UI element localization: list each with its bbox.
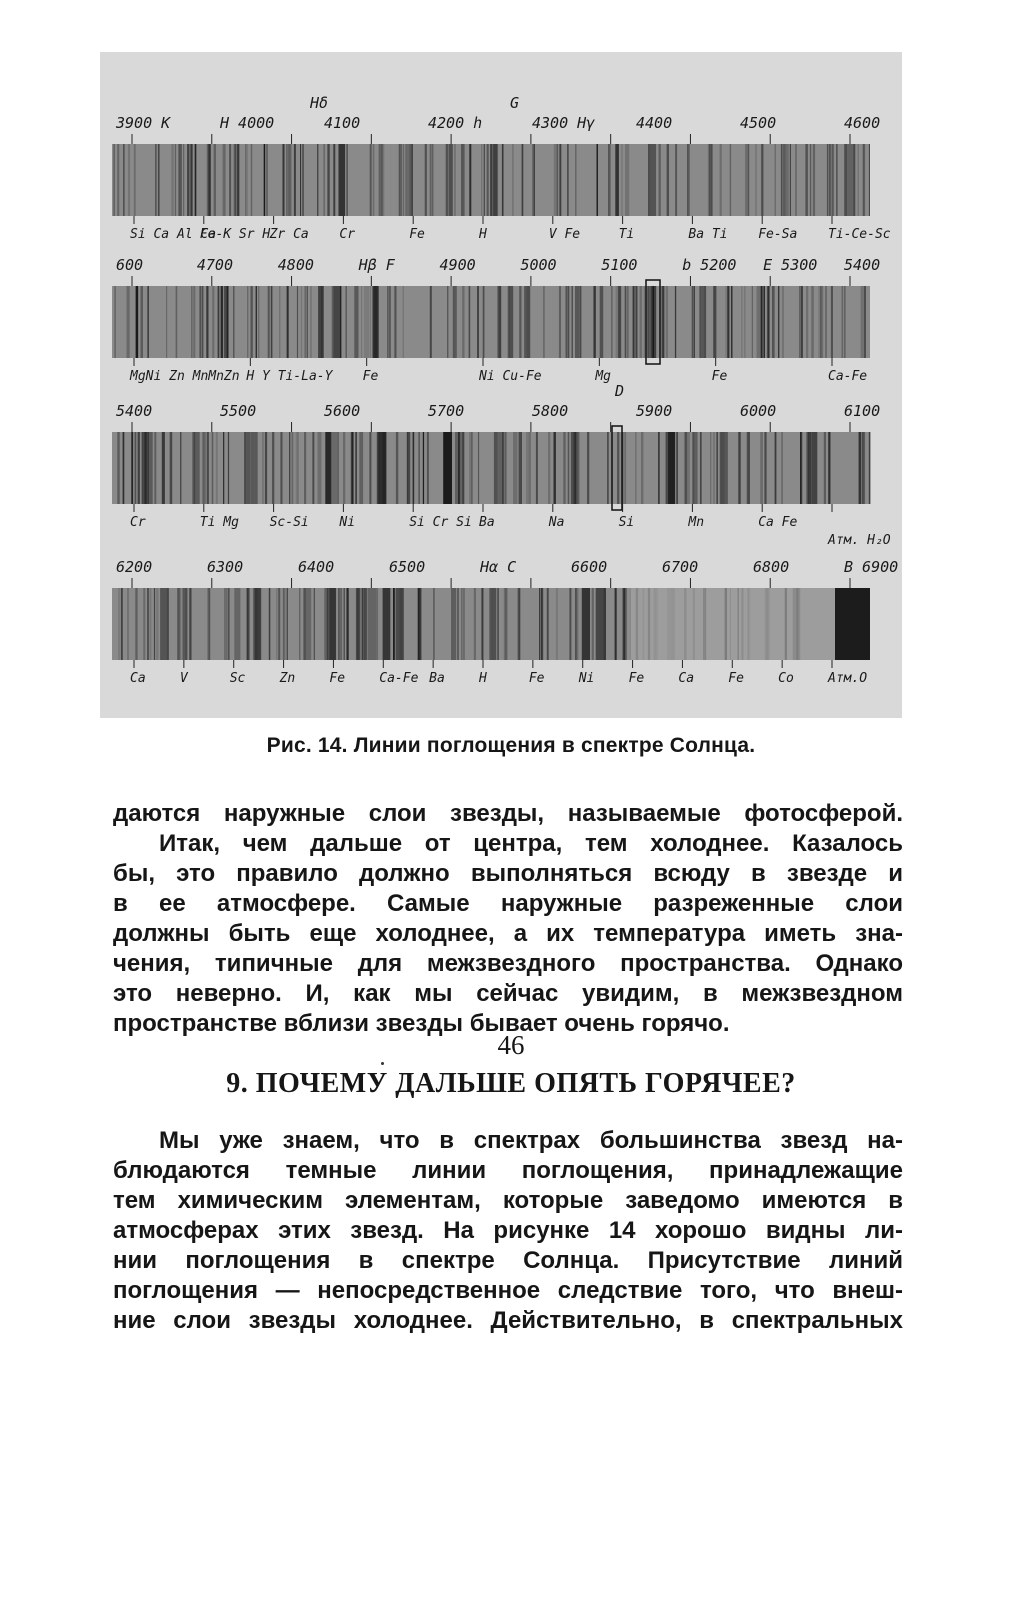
element-label: Ni (578, 671, 595, 686)
text-line: даются наружные слои звезды, называемые фотосферой. (113, 800, 903, 827)
wavelength-label: 5400 (844, 256, 881, 274)
wavelength-label: Hα C (480, 558, 517, 576)
element-label: Mg (595, 369, 611, 384)
text-line: поглощения — непосредственное следствие того, что внеш- (113, 1277, 903, 1304)
wavelength-label: 5500 (220, 402, 257, 420)
paragraph-main (113, 1126, 903, 1336)
element-label: Fe (628, 671, 645, 686)
element-label: Si (618, 515, 635, 530)
text-line: ние слои звезды холоднее. Действительно, в спектральных (113, 1307, 903, 1334)
element-label: V (179, 671, 188, 686)
element-label: Атм.O (828, 671, 868, 686)
faint-region (628, 588, 835, 660)
text-line: чения, типичные для межзвездного пространства. Однако (113, 950, 903, 977)
element-label: Атм. H₂O (828, 533, 891, 548)
element-label: H Y Ti-La-Y (246, 369, 333, 384)
element-label: Si Cr Si (409, 515, 472, 530)
wavelength-label: 600 (116, 256, 144, 274)
wavelength-label: 4600 (844, 114, 881, 132)
spectrum-strip (112, 134, 870, 216)
wavelength-label: 4700 (196, 256, 234, 274)
text-line: Итак, чем дальше от центра, тем холоднее. Казалось (159, 830, 903, 857)
element-label: Zn (279, 671, 296, 686)
element-label: H (479, 227, 487, 242)
wavelength-label: 5900 (636, 402, 673, 420)
element-label: Ca (678, 671, 695, 686)
wavelength-label: b 5200 (682, 256, 737, 274)
paragraph-continuation (113, 799, 903, 1039)
element-label: Fe (362, 369, 379, 384)
wavelength-label: 3900 K (116, 114, 171, 132)
spectrum-strip (112, 422, 870, 504)
wavelength-label: 4800 (277, 256, 314, 274)
wavelength-label: 6700 (662, 558, 699, 576)
wavelength-label: E 5300 (763, 256, 818, 274)
element-label: Cr (130, 515, 146, 530)
wavelength-label: 4300 Hγ (532, 114, 596, 132)
line-designation-label: Hδ (310, 94, 329, 112)
section-heading: 9. ПОЧЕМУ ДАЛЬШЕ ОПЯТЬ ГОРЯЧЕЕ? (226, 1068, 796, 1099)
text-line: нии поглощения в спектре Солнца. Присутствие линий (113, 1247, 903, 1274)
element-label: Co (778, 671, 794, 686)
wavelength-label: 5100 (601, 256, 638, 274)
element-label: Fe (728, 671, 744, 686)
wavelength-label: 4900 (439, 256, 476, 274)
element-label: Fe-Sa (758, 227, 798, 242)
text-line: должны быть еще холоднее, а их температура иметь зна- (113, 920, 903, 947)
element-label: Ca-Fe (828, 369, 868, 384)
page-number-text: 46 (497, 1030, 525, 1060)
wavelength-label: 6000 (740, 402, 777, 420)
element-label: Ca-Fe (379, 671, 419, 686)
solar-spectrum-figure (100, 52, 902, 718)
wavelength-label: H 4000 (220, 114, 275, 132)
wavelength-label: Hβ F (358, 256, 395, 274)
element-label: Si Ca Al Ca (130, 227, 217, 242)
element-label: Mn (688, 515, 705, 530)
line-designation-label: D (615, 382, 625, 400)
wavelength-label: 6100 (844, 402, 881, 420)
wavelength-label: B 6900 (844, 558, 899, 576)
wavelength-label: 6600 (571, 558, 608, 576)
element-label: V Fe (548, 227, 581, 242)
element-label: Ba Ti (688, 227, 728, 242)
spectrum-strip (112, 276, 870, 358)
element-label: H (479, 671, 487, 686)
element-label: Ni (339, 515, 356, 530)
element-label: Ti (618, 227, 635, 242)
atmospheric-band (835, 588, 870, 660)
element-label: Na (548, 515, 565, 530)
wavelength-label: 5400 (116, 402, 153, 420)
element-label: Ni Cu-Fe (479, 369, 542, 384)
element-label: Fe (528, 671, 545, 686)
wavelength-label: 4200 h (428, 114, 483, 132)
element-label: Ti-Ce-Sc (828, 227, 891, 242)
wavelength-label: 6300 (207, 558, 244, 576)
element-label: Ti Mg (199, 515, 239, 530)
element-label: Fe (329, 671, 346, 686)
element-label: Sc-Si (269, 515, 309, 530)
element-label: Ca Fe (758, 515, 798, 530)
wavelength-label: 6800 (753, 558, 790, 576)
text-line: в ее атмосфере. Самые наружные разреженные слои (113, 890, 903, 917)
wavelength-label: 5600 (324, 402, 361, 420)
spectrum-image (100, 52, 902, 718)
wavelength-label: 6500 (389, 558, 426, 576)
element-label: Ca (130, 671, 146, 686)
text-line: бы, это правило должно выполняться всюду в звезде и (113, 860, 903, 887)
element-label: Ba (479, 515, 495, 530)
element-label: Fe-K Sr H (199, 227, 271, 242)
wavelength-label: 5700 (428, 402, 465, 420)
text-line: это неверно. И, как мы сейчас увидим, в межзвездном (113, 980, 903, 1007)
element-label: Fe (711, 369, 728, 384)
element-label: Zr Ca (269, 227, 309, 242)
element-label: Fe (409, 227, 425, 242)
wavelength-label: 5000 (520, 256, 557, 274)
element-label: Cr (339, 227, 356, 242)
element-label: Ba (429, 671, 445, 686)
wavelength-label: 4400 (636, 114, 673, 132)
text-line: Мы уже знаем, что в спектрах большинства звезд на- (159, 1127, 903, 1154)
wavelength-label: 4100 (324, 114, 361, 132)
text-line: пространстве вблизи звезды бывает очень горячо. (113, 1010, 730, 1037)
wavelength-label: 6400 (298, 558, 335, 576)
element-label: Sc (229, 671, 246, 686)
figure-caption: Рис. 14. Линии поглощения в спектре Солнца. (266, 734, 756, 757)
wavelength-label: 4500 (740, 114, 777, 132)
wavelength-label: 6200 (116, 558, 153, 576)
text-line: блюдаются темные линии поглощения, принадлежащие (113, 1157, 903, 1184)
text-line: атмосферах этих звезд. На рисунке 14 хорошо видны ли- (113, 1217, 903, 1244)
element-label: MgNi Zn MnMnZn (130, 369, 240, 384)
print-speck (381, 1062, 384, 1065)
wavelength-label: 5800 (532, 402, 569, 420)
text-line: тем химическим элементам, которые заведомо имеются в (113, 1187, 903, 1214)
line-designation-label: G (510, 94, 520, 112)
